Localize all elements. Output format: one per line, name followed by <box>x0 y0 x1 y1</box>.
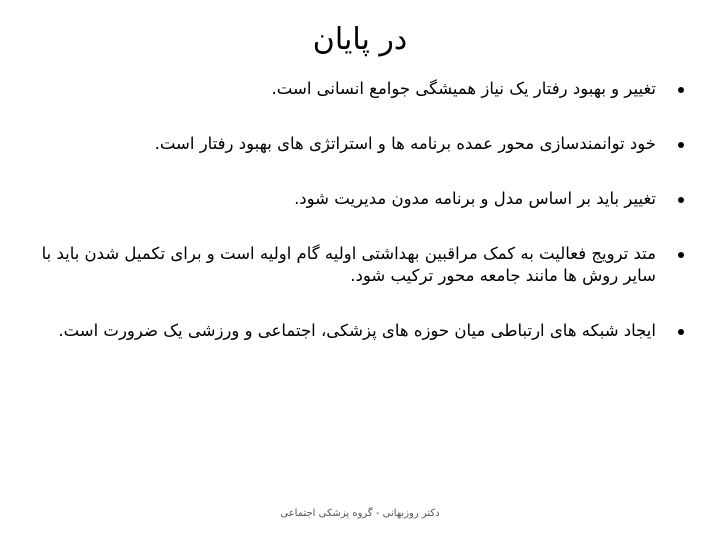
bullet-dot-icon <box>678 252 684 258</box>
bullet-dot-icon <box>678 329 684 335</box>
bullet-text: متد ترویج فعالیت به کمک مراقبین بهداشتی اولیه گام اولیه است و برای تکمیل شدن باید با سایر روش ها مانند جامعه محور ترکیب شود. <box>41 244 656 285</box>
bullet-item <box>40 243 690 287</box>
bullet-text: تغییر و بهبود رفتار یک نیاز همیشگی جوامع انسانی است. <box>271 79 656 98</box>
bullet-item <box>40 78 690 100</box>
bullet-item <box>40 188 690 210</box>
bullet-text: خود توانمندسازی محور عمده برنامه ها و استراتژی های بهبود رفتار است. <box>154 134 656 153</box>
bullet-list <box>40 78 690 342</box>
bullet-item <box>40 133 690 155</box>
bullet-dot-icon <box>678 197 684 203</box>
bullet-item <box>40 320 690 342</box>
bullet-dot-icon <box>678 87 684 93</box>
slide-footer: دکتر روزبهانی - گروه پزشکی اجتماعی <box>280 508 440 519</box>
slide-title: در پایان <box>312 22 408 57</box>
bullet-text: ایجاد شبکه های ارتباطی میان حوزه های پزشکی، اجتماعی و ورزشی یک ضرورت است. <box>58 321 656 340</box>
bullet-text: تغییر باید بر اساس مدل و برنامه مدون مدیریت شود. <box>294 189 656 208</box>
bullet-dot-icon <box>678 142 684 148</box>
